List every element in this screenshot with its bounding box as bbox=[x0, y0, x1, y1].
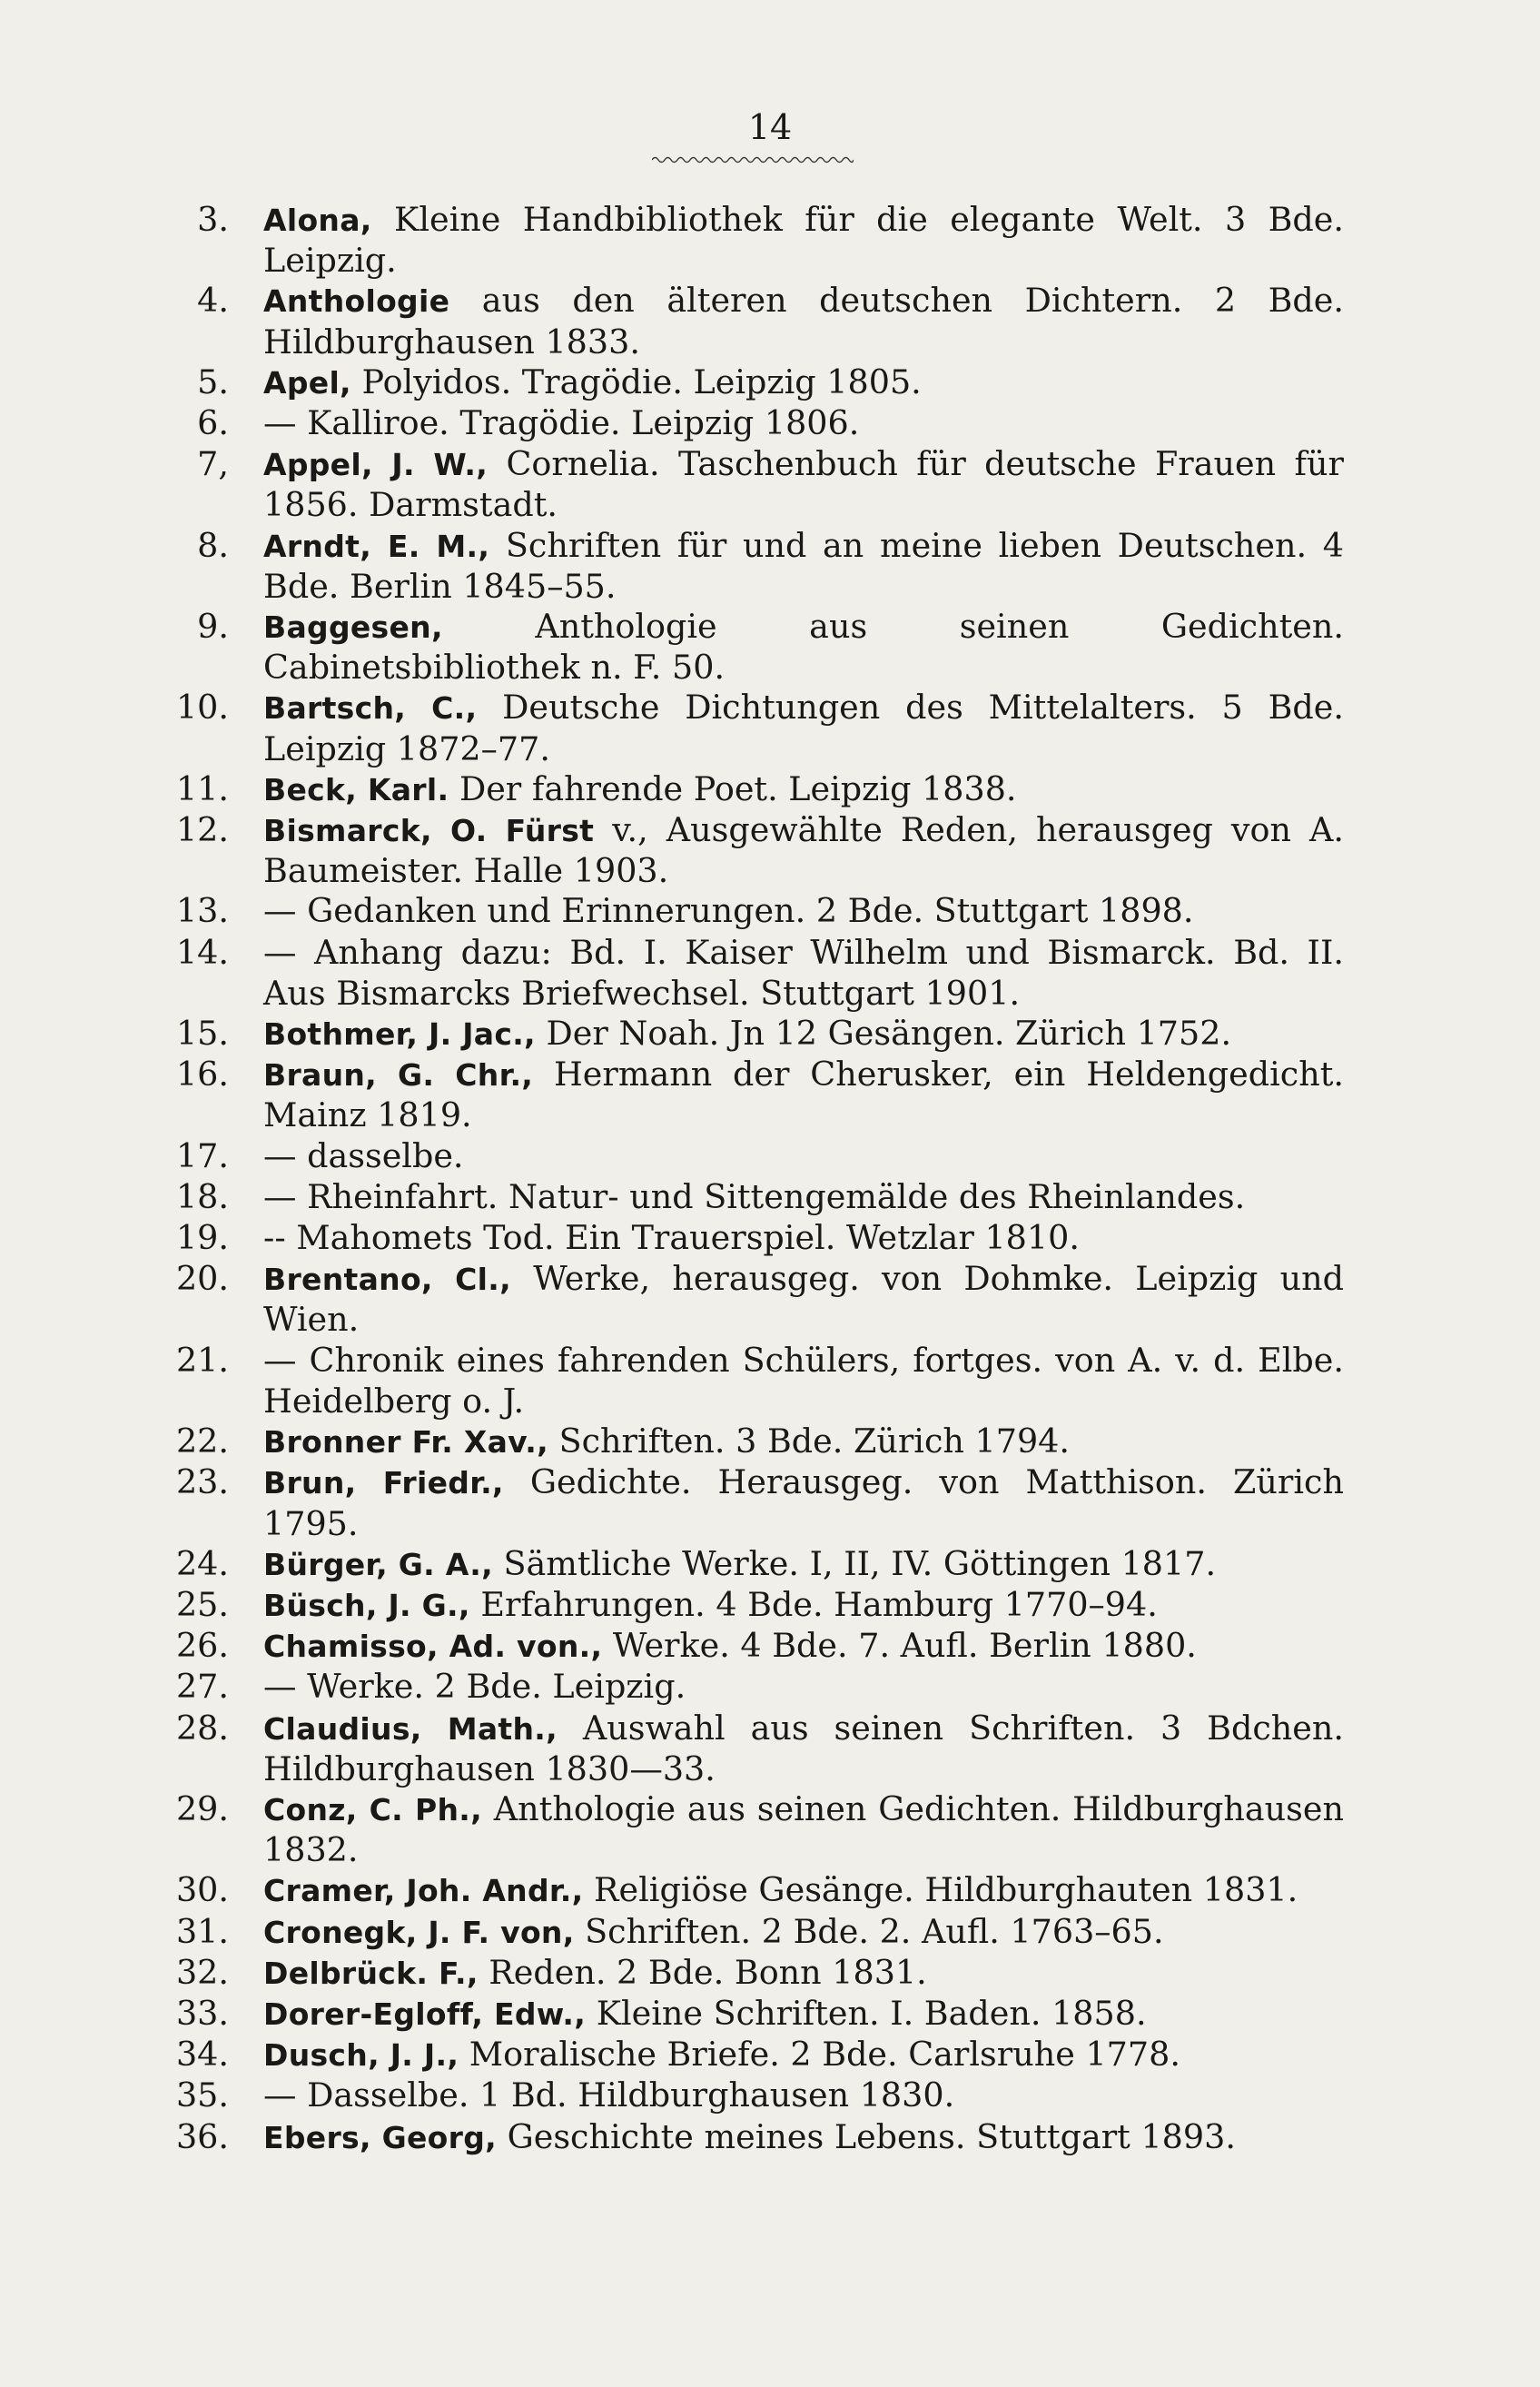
catalog-entry bbox=[173, 1709, 1344, 1789]
entry-text bbox=[263, 444, 1344, 525]
entry-description: — Chronik eines fahrenden Schülers, fortges. von A. v. d. Elbe. Heidelberg o. J. bbox=[263, 1340, 1344, 1421]
entry-author: Claudius, Math., bbox=[263, 1710, 558, 1747]
entry-number: 26. bbox=[175, 1626, 229, 1666]
entry-text bbox=[263, 769, 1344, 810]
entry-description: Anthologie aus seinen Gedichten. Hildburghausen 1832. bbox=[263, 1788, 1345, 1870]
catalog-entry bbox=[173, 200, 1344, 281]
entry-text bbox=[263, 1870, 1344, 1911]
entry-text bbox=[263, 200, 1344, 281]
entry-number: 10. bbox=[175, 688, 229, 728]
catalog-entry bbox=[173, 2075, 1344, 2116]
entry-number: 36. bbox=[175, 2116, 229, 2156]
entry-author: Chamisso, Ad. von., bbox=[263, 1629, 603, 1665]
entry-number: 30. bbox=[175, 1870, 229, 1910]
entry-author: Bartsch, C., bbox=[263, 690, 478, 727]
entry-author: Bürger, G. A., bbox=[263, 1546, 493, 1582]
catalog-entry bbox=[173, 1462, 1344, 1543]
entry-number: 25. bbox=[175, 1584, 229, 1624]
entry-text bbox=[263, 1912, 1344, 1953]
entry-number: 9. bbox=[197, 607, 229, 647]
entry-number: 4. bbox=[197, 281, 229, 321]
entry-author: Dusch, J. J., bbox=[263, 2037, 459, 2074]
entry-description: Der Noah. Jn 12 Gesängen. Zürich 1752. bbox=[535, 1014, 1232, 1054]
catalog-entry bbox=[173, 1544, 1344, 1585]
entry-number: 18. bbox=[175, 1176, 229, 1216]
entry-description: Werke. 4 Bde. 7. Aufl. Berlin 1880. bbox=[602, 1626, 1197, 1666]
entry-description: — Kalliroe. Tragödie. Leipzig 1806. bbox=[263, 403, 860, 443]
entry-text bbox=[263, 1136, 1344, 1177]
entry-description: Hermann der Cherusker, ein Heldengedicht. Mainz 1819. bbox=[263, 1055, 1344, 1135]
entry-author: Brun, Friedr., bbox=[263, 1465, 504, 1501]
entry-description: Auswahl aus seinen Schriften. 3 Bdchen. Hildburghausen 1830—33. bbox=[263, 1708, 1344, 1788]
entry-author: Bothmer, J. Jac., bbox=[263, 1016, 536, 1053]
entry-text bbox=[263, 1544, 1344, 1585]
entry-text bbox=[263, 1667, 1344, 1708]
entry-description: — Werke. 2 Bde. Leipzig. bbox=[263, 1667, 686, 1707]
entry-text bbox=[263, 1626, 1344, 1667]
entry-number: 31. bbox=[175, 1911, 229, 1951]
entry-text bbox=[263, 891, 1344, 932]
catalog-entry bbox=[173, 403, 1344, 444]
catalog-entry bbox=[173, 933, 1344, 1014]
entry-description: — Gedanken und Erinnerungen. 2 Bde. Stuttgart 1898. bbox=[263, 891, 1194, 931]
catalog-entry bbox=[173, 688, 1344, 768]
catalog-entry bbox=[173, 1055, 1344, 1135]
entry-text bbox=[263, 810, 1344, 891]
wavy-rule-ornament bbox=[652, 154, 854, 165]
entry-number: 24. bbox=[175, 1543, 229, 1583]
entry-text bbox=[263, 362, 1344, 403]
entry-number: 12. bbox=[175, 810, 229, 850]
entry-number: 28. bbox=[175, 1708, 229, 1748]
catalog-entry bbox=[173, 1626, 1344, 1667]
entry-description: — dasselbe. bbox=[263, 1135, 464, 1175]
entry-author: Cramer, Joh. Andr., bbox=[263, 1873, 584, 1909]
entry-text bbox=[263, 1341, 1344, 1421]
entry-number: 7, bbox=[197, 444, 229, 484]
entry-text bbox=[263, 1789, 1344, 1870]
entry-description: Reden. 2 Bde. Bonn 1831. bbox=[478, 1952, 927, 1992]
entry-description: — Anhang dazu: Bd. I. Kaiser Wilhelm und Bismarck. Bd. II. Aus Bismarcks Briefwechsel. Stuttgart 1901. bbox=[263, 932, 1344, 1013]
entry-number: 3. bbox=[197, 200, 229, 239]
entry-author: Bismarck, O. Fürst bbox=[263, 813, 595, 849]
entry-number: 32. bbox=[175, 1952, 229, 1992]
entry-author: Ebers, Georg, bbox=[263, 2119, 497, 2155]
entry-number: 15. bbox=[175, 1014, 229, 1054]
entry-text bbox=[263, 2035, 1344, 2075]
entry-description: aus den älteren deutschen Dichtern. 2 Bde. Hildburghausen 1833. bbox=[263, 281, 1344, 362]
entry-description: v., Ausgewählte Reden, herausgeg von A. Baumeister. Halle 1903. bbox=[263, 810, 1345, 891]
entry-text bbox=[263, 2117, 1344, 2158]
catalog-entry bbox=[173, 1341, 1344, 1421]
entry-number: 34. bbox=[175, 2035, 229, 2075]
entry-author: Anthologie bbox=[263, 283, 450, 320]
catalog-entry bbox=[173, 2035, 1344, 2075]
entry-text bbox=[263, 1953, 1344, 1994]
entry-number: 16. bbox=[175, 1055, 229, 1094]
entry-number: 21. bbox=[175, 1340, 229, 1380]
catalog-entry bbox=[173, 1912, 1344, 1953]
catalog-entry bbox=[173, 281, 1344, 362]
catalog-entry bbox=[173, 1953, 1344, 1994]
entry-description: Der fahrende Poet. Leipzig 1838. bbox=[449, 768, 1017, 808]
entry-author: Alona, bbox=[263, 203, 372, 238]
entry-author: Brentano, Cl., bbox=[263, 1262, 511, 1298]
entry-description: Moralische Briefe. 2 Bde. Carlsruhe 1778. bbox=[459, 2035, 1180, 2075]
entry-number: 6. bbox=[197, 403, 229, 443]
entry-author: Baggesen, bbox=[263, 609, 443, 646]
entry-description: Schriften. 3 Bde. Zürich 1794. bbox=[548, 1421, 1070, 1461]
catalog-entry bbox=[173, 1421, 1344, 1462]
entry-number: 33. bbox=[175, 1993, 229, 2033]
entry-description: Anthologie aus seinen Gedichten. Cabinetsbibliothek n. F. 50. bbox=[263, 607, 1344, 688]
entry-number: 27. bbox=[175, 1667, 229, 1707]
catalog-entry bbox=[173, 1218, 1344, 1259]
entry-number: 19. bbox=[175, 1218, 229, 1258]
entry-number: 8. bbox=[197, 525, 229, 565]
entry-author: Dorer-Egloff, Edw., bbox=[263, 1996, 587, 2032]
catalog-entry bbox=[173, 1870, 1344, 1911]
entry-number: 5. bbox=[197, 362, 229, 401]
entry-text bbox=[263, 1055, 1344, 1135]
entry-text bbox=[263, 281, 1344, 362]
catalog-entry bbox=[173, 1994, 1344, 2035]
entry-author: Appel, J. W., bbox=[263, 447, 489, 483]
entry-text bbox=[263, 1014, 1344, 1055]
entry-author: Arndt, E. M., bbox=[263, 528, 490, 564]
catalog-entry bbox=[173, 810, 1344, 891]
entry-description: Schriften für und an meine lieben Deutschen. 4 Bde. Berlin 1845–55. bbox=[263, 525, 1344, 606]
catalog-entry bbox=[173, 891, 1344, 932]
entry-author: Delbrück. F., bbox=[263, 1955, 479, 1991]
entry-description: Schriften. 2 Bde. 2. Aufl. 1763–65. bbox=[574, 1911, 1164, 1951]
entry-text bbox=[263, 1585, 1344, 1626]
entry-author: Braun, G. Chr., bbox=[263, 1057, 534, 1094]
entry-text bbox=[263, 1709, 1344, 1789]
entry-description: -- Mahomets Tod. Ein Trauerspiel. Wetzlar 1810. bbox=[263, 1218, 1080, 1258]
entry-number: 13. bbox=[175, 891, 229, 931]
catalog-entry bbox=[173, 526, 1344, 607]
entry-author: Beck, Karl. bbox=[263, 771, 449, 807]
entry-description: Kleine Schriften. I. Baden. 1858. bbox=[586, 1993, 1147, 2033]
catalog-entry bbox=[173, 1177, 1344, 1218]
catalog-entry bbox=[173, 444, 1344, 525]
entry-description: Erfahrungen. 4 Bde. Hamburg 1770–94. bbox=[469, 1584, 1158, 1624]
entry-text bbox=[263, 403, 1344, 444]
entry-description: — Rheinfahrt. Natur- und Sittengemälde des Rheinlandes. bbox=[263, 1176, 1246, 1216]
entry-number: 20. bbox=[175, 1259, 229, 1299]
page-number: 14 bbox=[747, 107, 793, 147]
entry-text bbox=[263, 933, 1344, 1014]
entry-description: Gedichte. Herausgeg. von Matthison. Zürich 1795. bbox=[263, 1462, 1344, 1543]
entry-text bbox=[263, 526, 1344, 607]
entry-number: 35. bbox=[175, 2075, 229, 2115]
entry-description: — Dasselbe. 1 Bd. Hildburghausen 1830. bbox=[263, 2075, 955, 2115]
entry-description: Werke, herausgeg. von Dohmke. Leipzig und Wien. bbox=[263, 1259, 1344, 1340]
entry-description: Kleine Handbibliothek für die elegante Welt. 3 Bde. Leipzig. bbox=[263, 200, 1344, 281]
catalog-entry bbox=[173, 1259, 1344, 1340]
catalog-entry bbox=[173, 769, 1344, 810]
entry-description: Sämtliche Werke. I, II, IV. Göttingen 1817. bbox=[492, 1543, 1217, 1583]
entry-description: Deutsche Dichtungen des Mittelalters. 5 Bde. Leipzig 1872–77. bbox=[263, 688, 1344, 768]
entry-text bbox=[263, 1177, 1344, 1218]
entry-text bbox=[263, 1421, 1344, 1462]
entry-text bbox=[263, 1259, 1344, 1340]
entry-author: Apel, bbox=[263, 364, 351, 401]
entry-number: 29. bbox=[175, 1788, 229, 1828]
catalog-entry bbox=[173, 1667, 1344, 1708]
entry-number: 14. bbox=[175, 932, 229, 972]
entry-text bbox=[263, 2075, 1344, 2116]
entry-description: Religiöse Gesänge. Hildburghauten 1831. bbox=[583, 1870, 1298, 1910]
entry-number: 17. bbox=[175, 1135, 229, 1175]
entry-author: Büsch, J. G., bbox=[263, 1587, 470, 1623]
catalog-entry bbox=[173, 1789, 1344, 1870]
entry-author: Cronegk, J. F. von, bbox=[263, 1914, 575, 1950]
entry-description: Cornelia. Taschenbuch für deutsche Frauen für 1856. Darmstadt. bbox=[263, 444, 1344, 525]
catalog-entry bbox=[173, 1585, 1344, 1626]
catalog-entry bbox=[173, 1014, 1344, 1055]
catalog-entry bbox=[173, 1136, 1344, 1177]
catalog-entry bbox=[173, 607, 1344, 688]
entry-text bbox=[263, 607, 1344, 688]
catalog-entries bbox=[173, 200, 1344, 2158]
entry-number: 23. bbox=[175, 1462, 229, 1502]
entry-author: Bronner Fr. Xav., bbox=[263, 1424, 548, 1461]
entry-text bbox=[263, 1994, 1344, 2035]
entry-description: Geschichte meines Lebens. Stuttgart 1893. bbox=[496, 2116, 1236, 2156]
entry-text bbox=[263, 1462, 1344, 1543]
entry-number: 11. bbox=[175, 768, 229, 808]
entry-description: Polyidos. Tragödie. Leipzig 1805. bbox=[350, 362, 922, 401]
entry-author: Conz, C. Ph., bbox=[263, 1791, 482, 1827]
catalog-entry bbox=[173, 362, 1344, 403]
entry-number: 22. bbox=[175, 1421, 229, 1461]
catalog-entry bbox=[173, 2117, 1344, 2158]
entry-text bbox=[263, 688, 1344, 768]
entry-text bbox=[263, 1218, 1344, 1259]
